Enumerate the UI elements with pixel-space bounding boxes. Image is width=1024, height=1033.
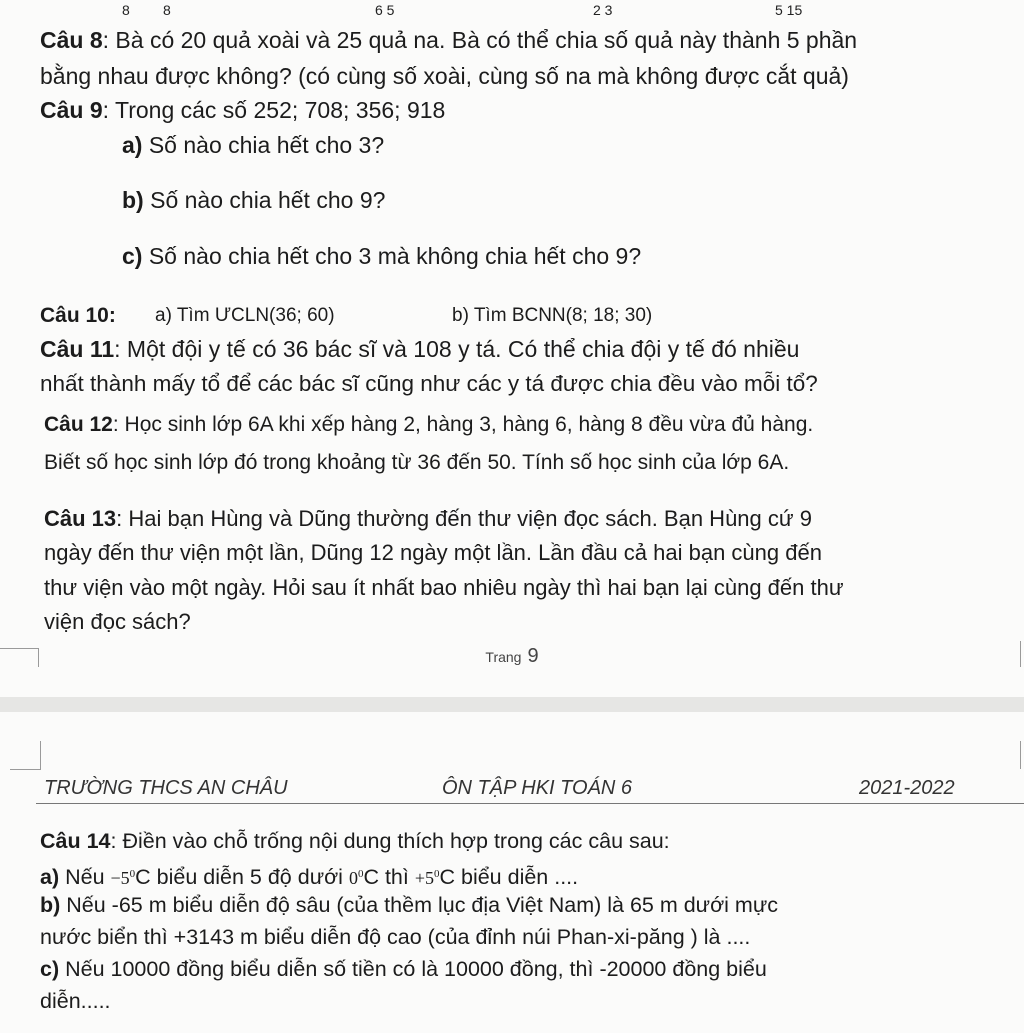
header-subject: ÔN TẬP HKI TOÁN 6	[442, 777, 633, 799]
question-12-line-2: Biết số học sinh lớp đó trong khoảng từ 36 đến 50. Tính số học sinh của lớp 6A.	[44, 451, 790, 474]
question-14a: a) Nếu $-5^0C$ biểu diễn 5 độ dưới $0^0C$ thì $+5^0C$ biểu diễn ....	[40, 865, 579, 889]
cut-fragment: 5 15	[775, 2, 803, 18]
math-0-degrees: $0^0$	[348, 868, 364, 888]
page-gap	[0, 697, 1024, 712]
page-number: Trang 9	[485, 645, 539, 667]
corner-mark	[1020, 741, 1024, 769]
question-9-label: Câu 9	[40, 97, 103, 123]
question-14-intro: Câu 14: Điền vào chỗ trống nội dung thích hợp trong các câu sau:	[40, 829, 670, 853]
question-8-line-2: bằng nhau được không? (có cùng số xoài, cùng số na mà không được cắt quả)	[40, 63, 849, 89]
question-14c-line-1: c) Nếu 10000 đồng biểu diễn số tiền có là 10000 đồng, thì -20000 đồng biểu	[40, 957, 767, 981]
cut-fragment: 8	[163, 2, 171, 18]
question-11-label: Câu 11	[40, 336, 115, 362]
cut-fragment: 8	[122, 2, 130, 18]
question-13-label: Câu 13	[44, 506, 117, 531]
header-year: 2021-2022	[859, 777, 955, 799]
question-13-line-1: Câu 13: Hai bạn Hùng và Dũng thường đến thư viện đọc sách. Bạn Hùng cứ 9	[44, 506, 812, 531]
header-school: TRƯỜNG THCS AN CHÂU	[44, 777, 288, 799]
math-plus-5-degrees: $+5^0$	[414, 868, 440, 888]
question-14c-line-2: diễn.....	[40, 989, 111, 1013]
question-10b: b) Tìm BCNN(8; 18; 30)	[452, 305, 653, 326]
question-13-line-3: thư viện vào một ngày. Hỏi sau ít nhất bao nhiêu ngày thì hai bạn lại cùng đến thư	[44, 575, 844, 600]
question-9a: a) Số nào chia hết cho 3?	[122, 132, 385, 158]
cut-fragment: 2 3	[593, 2, 613, 18]
question-14b-line-1: b) Nếu -65 m biểu diễn độ sâu (của thềm lục địa Việt Nam) là 65 m dưới mực	[40, 893, 778, 917]
question-13-line-4: viện đọc sách?	[44, 609, 191, 634]
question-12-label: Câu 12	[44, 413, 113, 436]
question-14-label: Câu 14	[40, 829, 111, 853]
question-8-label: Câu 8	[40, 27, 103, 53]
question-14b-line-2: nước biển thì +3143 m biểu diễn độ cao (của đỉnh núi Phan-xi-păng ) là ....	[40, 925, 751, 949]
cut-fragment: 6 5	[375, 2, 395, 18]
question-11-line-2: nhất thành mấy tổ để các bác sĩ cũng như các y tá được chia đều vào mỗi tổ?	[40, 371, 818, 396]
header-divider	[36, 803, 1024, 804]
question-9c: c) Số nào chia hết cho 3 mà không chia hết cho 9?	[122, 243, 642, 269]
corner-mark	[10, 741, 41, 770]
question-9b: b) Số nào chia hết cho 9?	[122, 187, 386, 213]
math-minus-5-degrees: $-5^0$	[110, 868, 136, 888]
question-13-line-2: ngày đến thư viện một lần, Dũng 12 ngày một lần. Lần đầu cả hai bạn cùng đến	[44, 540, 822, 565]
question-10-label: Câu 10:	[40, 304, 116, 327]
question-11-line-1: Câu 11: Một đội y tế có 36 bác sĩ và 108 y tá. Có thể chia đội y tế đó nhiều	[40, 336, 800, 362]
question-8-line-1: Câu 8: Bà có 20 quả xoài và 25 quả na. Bà có thể chia số quả này thành 5 phần	[40, 27, 858, 53]
question-12-line-1: Câu 12: Học sinh lớp 6A khi xếp hàng 2, hàng 3, hàng 6, hàng 8 đều vừa đủ hàng.	[44, 413, 814, 436]
question-10	[40, 302, 653, 330]
question-9-intro: Câu 9: Trong các số 252; 708; 356; 918	[40, 97, 446, 123]
question-10a: a) Tìm ƯCLN(36; 60)	[155, 305, 335, 326]
